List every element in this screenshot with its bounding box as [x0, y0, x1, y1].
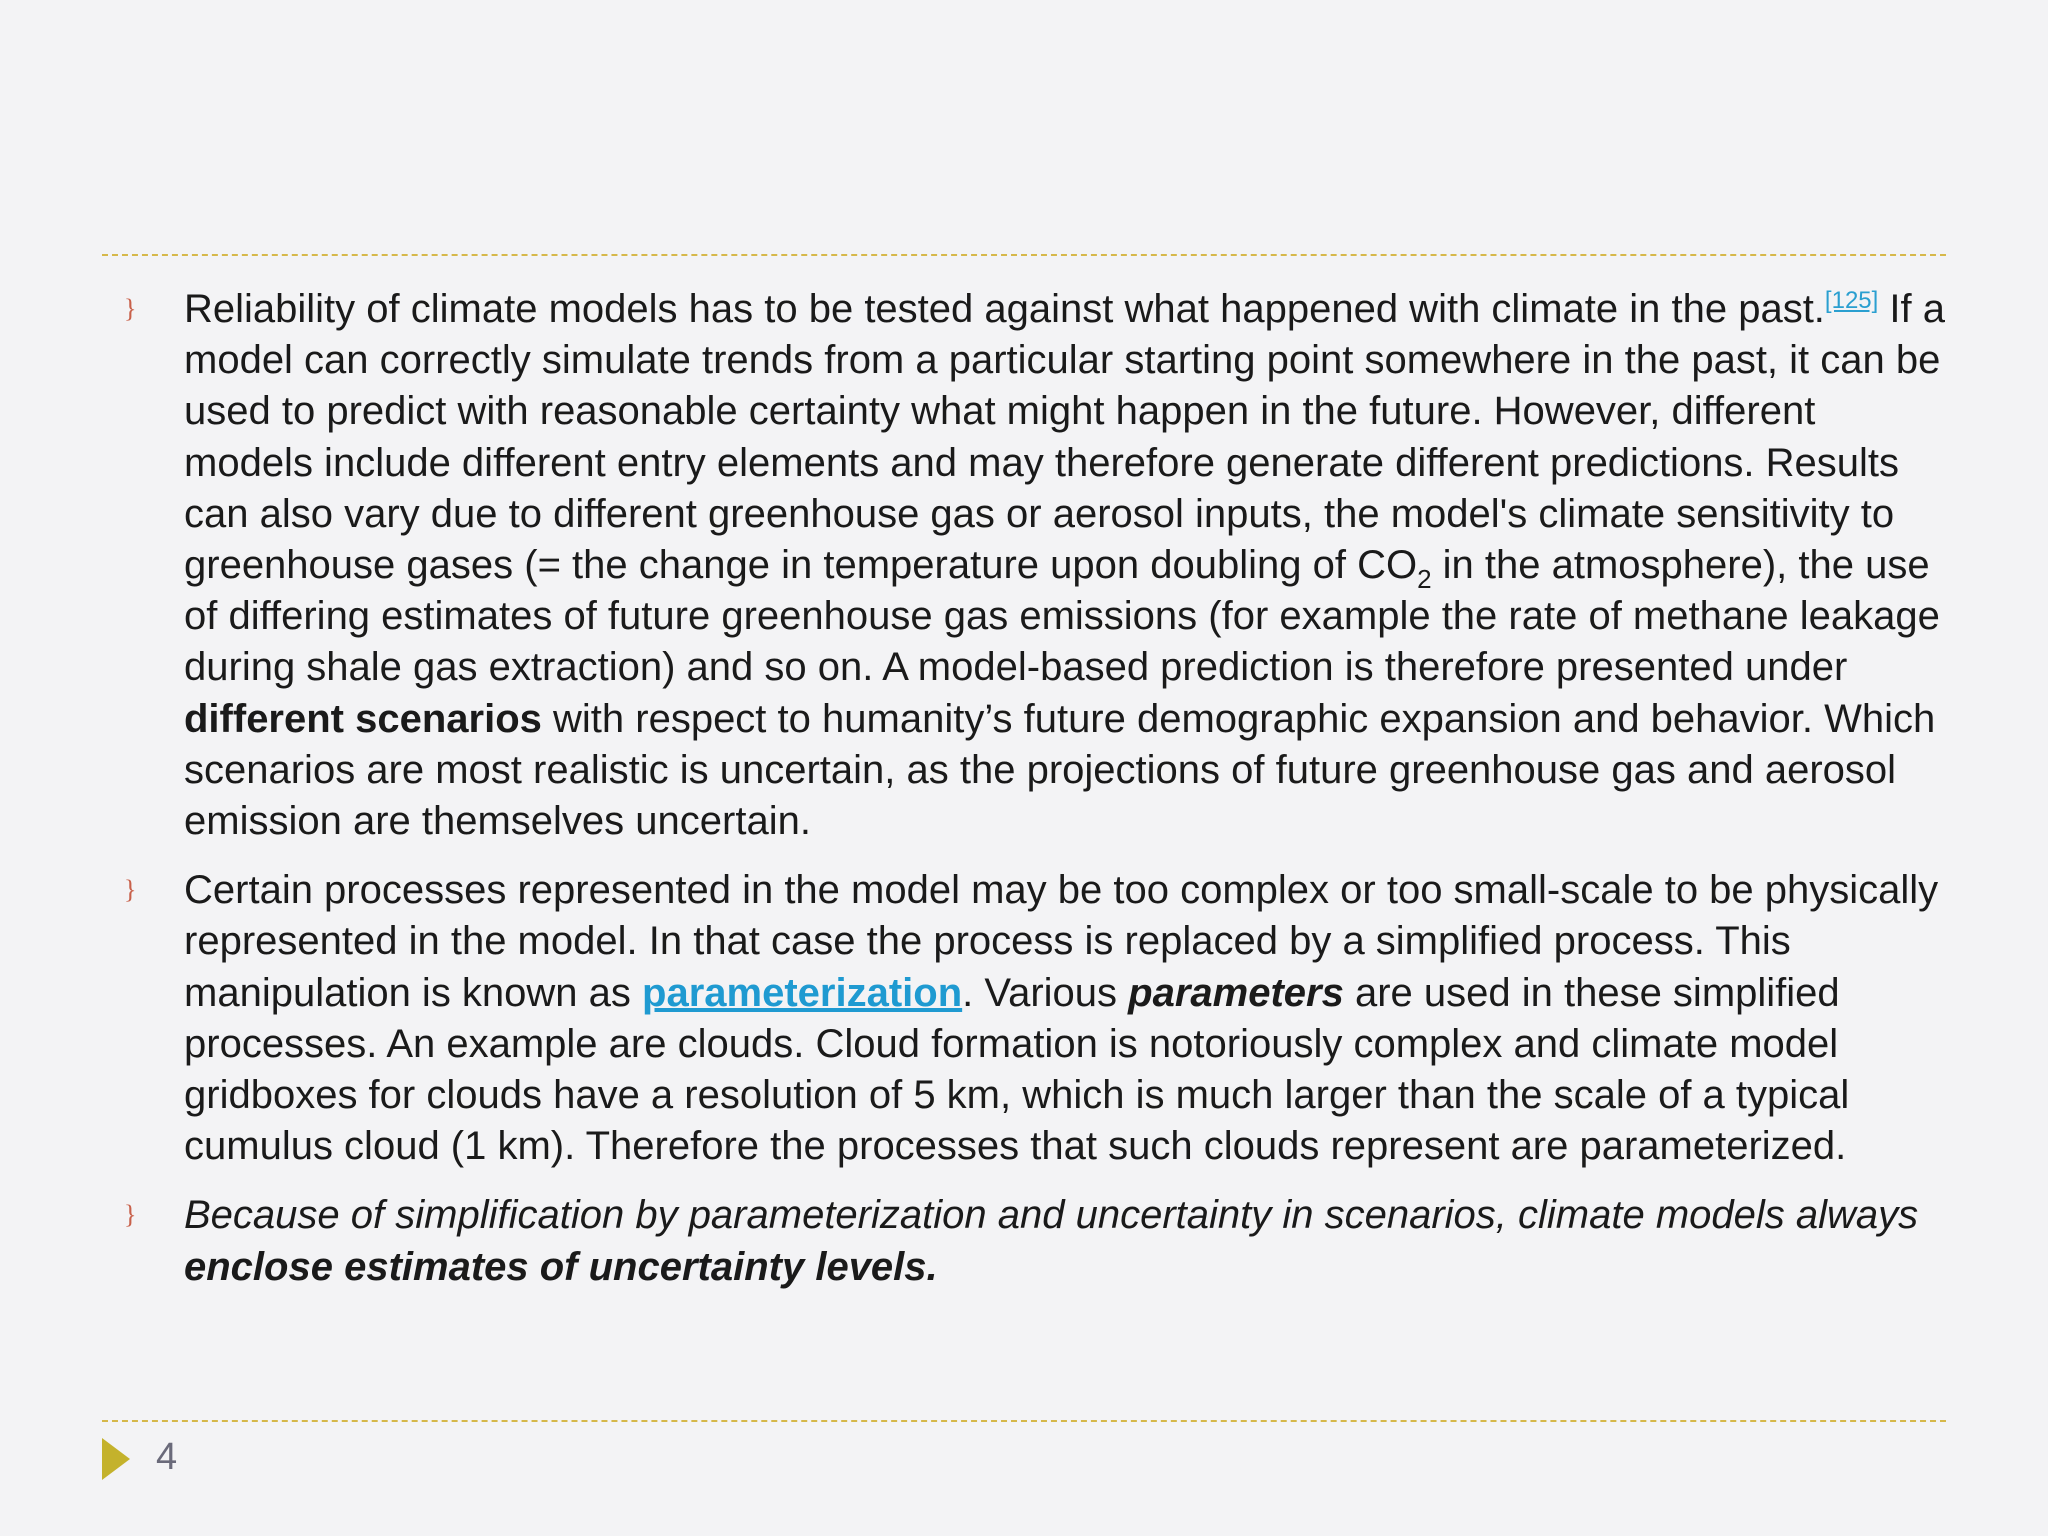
bullet-text [184, 287, 1945, 843]
slide-body [102, 284, 1946, 1311]
text-run: . Various [962, 970, 1129, 1015]
italic-text: Because of simplification by parameterization and uncertainty in scenarios, climate models always [184, 1193, 1919, 1238]
bold-italic-text: enclose estimates of uncertainty levels. [184, 1244, 938, 1289]
bullet-marker-icon: } [124, 875, 137, 905]
triangle-right-icon [102, 1438, 130, 1480]
bottom-divider [102, 1420, 1946, 1422]
text-run: are used in these simplified processes. An example are clouds. Cloud formation is notoriously complex and climate model gridboxes for clouds have a resolution of 5 km, which is much larger than the scale of a typical cumulus cloud (1 km). Therefore the processes that such clouds represent are parameterized. [184, 970, 1850, 1169]
bold-text: different scenarios [184, 696, 542, 741]
bullet-marker-icon: } [124, 294, 137, 323]
bullet-item [102, 284, 1946, 847]
text-run: Reliability of climate models has to be tested against what happened with climate in the past. [184, 287, 1825, 331]
text-run: Certain processes represented in the model may be too complex or too small-scale to be physically represented in the model. In that case the process is replaced by a simplified process. This manipulation is known as [184, 868, 1939, 1015]
text-run: If a model can correctly simulate trends from a particular starting point somewhere in the past, it can be used to predict with reasonable certainty what might happen in the future. However, different models include different entry elements and may therefore generate different predictions. Results can also vary due to different greenhouse gas or aerosol inputs, the model's climate sensitivity to greenhouse gases (= the change in temperature upon doubling of CO [184, 287, 1946, 588]
citation-link[interactable]: [125] [1824, 287, 1879, 314]
bullet-text [184, 1193, 1918, 1288]
bullet-item [102, 865, 1946, 1172]
bullet-marker-icon: } [124, 1200, 137, 1230]
parameterization-link[interactable]: parameterization [642, 970, 963, 1015]
bold-italic-text: parameters [1128, 970, 1344, 1015]
bullet-item [102, 1190, 1946, 1292]
page-number: 4 [156, 1436, 178, 1478]
top-divider [102, 254, 1946, 256]
text-run: with respect to humanity’s future demographic expansion and behavior. Which scenarios are most realistic is uncertain, as the projections of future greenhouse gas and aerosol emission are themselves uncertain. [184, 696, 1936, 844]
bullet-text [184, 868, 1938, 1168]
text-run: in the atmosphere), the use of differing estimates of future greenhouse gas emissions (for example the rate of methane leakage during shale gas extraction) and so on. A model-based prediction is therefore presented under [184, 543, 1940, 690]
subscript: 2 [1417, 564, 1432, 595]
